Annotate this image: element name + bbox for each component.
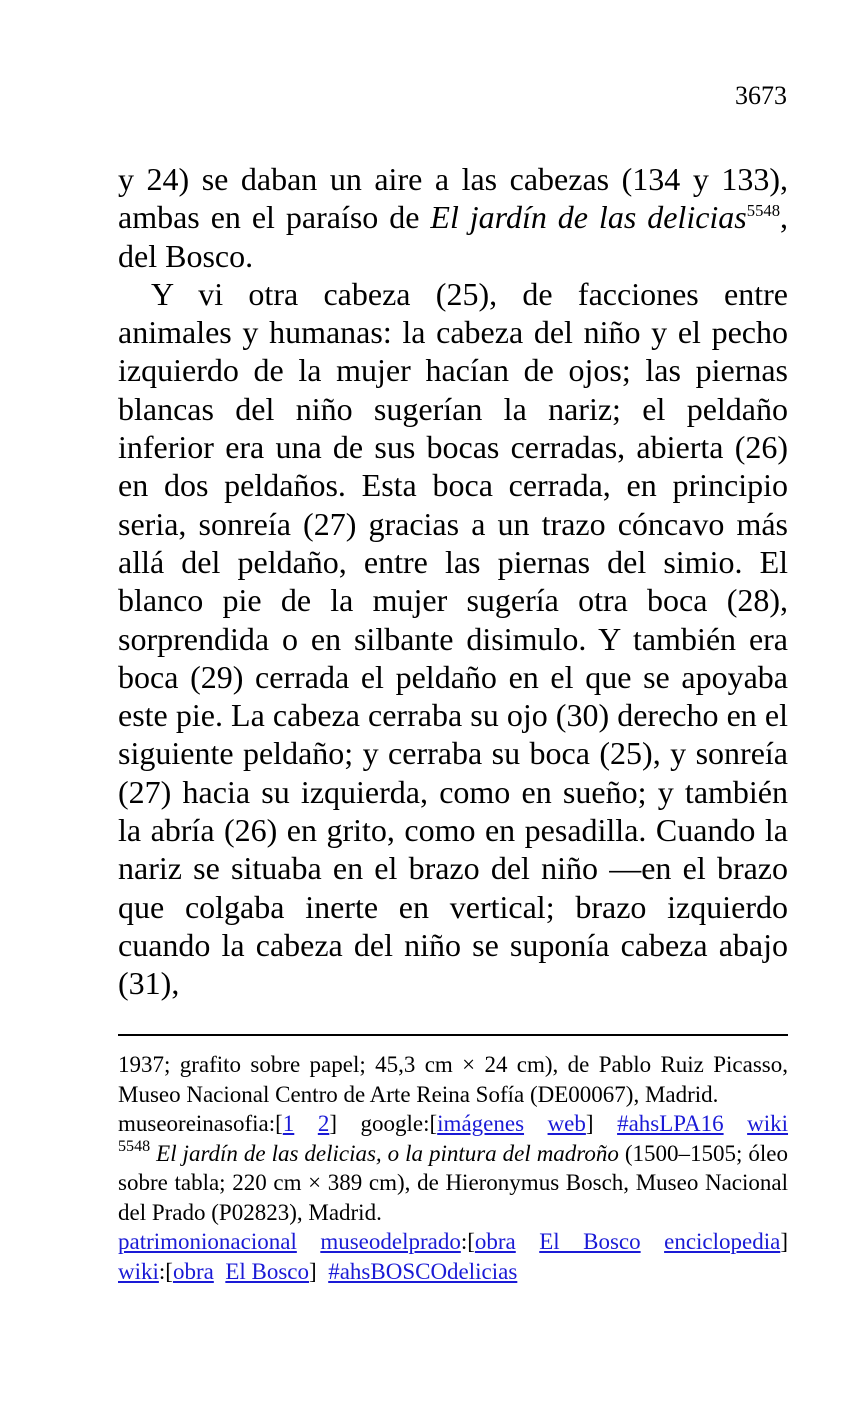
obra-link[interactable]: obra <box>474 1229 516 1254</box>
footnote-5548-links-2 <box>118 1257 788 1287</box>
bracket-close: ] <box>309 1258 317 1284</box>
footnote-separator <box>118 1034 788 1036</box>
patrimonionacional-link[interactable]: patrimonionacional <box>118 1229 297 1254</box>
footnote-reference[interactable]: 5548 <box>746 200 781 220</box>
enciclopedia-link[interactable]: enciclopedia <box>664 1229 781 1254</box>
wiki-el-bosco-link[interactable]: El Bosco <box>225 1258 310 1284</box>
museoreinasofia-link-1[interactable]: 1 <box>282 1111 295 1136</box>
museoreinasofia-link-2[interactable]: 2 <box>317 1111 330 1136</box>
hashtag-link[interactable]: #ahsBOSCOdelicias <box>328 1258 518 1284</box>
footnote-number: 5548 <box>118 1137 151 1155</box>
footnote-artwork-title: El jardín de las delicias, o la pintura del madroño <box>156 1140 619 1166</box>
bracket-open: :[ <box>460 1229 475 1254</box>
footnote-5548 <box>118 1139 788 1228</box>
google-label: google:[ <box>360 1111 438 1136</box>
google-web-link[interactable]: web <box>547 1111 586 1136</box>
bracket-close: ] <box>329 1111 337 1136</box>
wiki-link[interactable]: wiki <box>118 1258 159 1284</box>
hashtag-link[interactable]: #ahsLPA16 <box>617 1111 724 1136</box>
paragraph-1 <box>118 160 788 275</box>
bracket-close: ] <box>780 1229 788 1254</box>
google-images-link[interactable]: imágenes <box>437 1111 525 1136</box>
wiki-obra-link[interactable]: obra <box>172 1258 214 1284</box>
footnote-continuation: 1937; grafito sobre papel; 45,3 cm × 24 cm), de Pablo Ruiz Picasso, Museo Nacional Centro de Arte Reina Sofía (DE00067), Madrid. <box>118 1052 788 1107</box>
museoreinasofia-label: museoreinasofia:[ <box>118 1111 283 1136</box>
paragraph-1-end: , del Bosco. <box>118 199 789 274</box>
wiki-link[interactable]: wiki <box>747 1111 789 1136</box>
paragraph-2: Y vi otra cabeza (25), de facciones entre animales y humanas: la cabeza del niño y el pecho izquierdo de la mujer hacían de ojos; las piernas blancas del niño sugerían la nariz; el peldaño inferior era una de sus bocas cerradas, abierta (26) en dos peldaños. Esta boca cerrada, en principio seria, sonreía (27) gracias a un trazo cóncavo más allá del peldaño, entre las piernas del simio. El blanco pie de la mujer sugería otra boca (28), sorprendida o en silbante disimulo. Y también era boca (29) cerrada el peldaño en el que se apoyaba este pie. La cabeza cerraba su ojo (30) derecho en el siguiente peldaño; y cerraba su boca (25), y sonreía (27) hacia su izquierda, como en sueño; y también la abría (26) en grito, como en pesadilla. Cuando la nariz se situaba en el brazo del niño —en el brazo que colgaba inerte en vertical; brazo izquierdo cuando la cabeza del niño se suponía cabeza abajo (31), <box>118 275 788 1002</box>
museodelprado-link[interactable]: museodelprado <box>320 1229 461 1254</box>
footnote-continuation-links <box>118 1109 788 1139</box>
el-bosco-link[interactable]: El Bosco <box>539 1229 641 1254</box>
paragraph-1-text: y 24) se daban un aire a las cabezas (134 y 133), ambas en el paraíso de <box>118 161 788 236</box>
main-text <box>118 160 788 1003</box>
bracket-open: :[ <box>158 1258 173 1284</box>
footnotes <box>118 1050 788 1286</box>
bracket-close: ] <box>585 1111 594 1136</box>
page-number: 3673 <box>735 81 787 110</box>
artwork-title: El jardín de las delicias <box>430 199 747 236</box>
footnote-5548-links-1 <box>118 1227 788 1257</box>
footnote-text: (1500–1505; óleo sobre tabla; 220 cm × 389 cm), de Hieronymus Bosch, Museo Nacional del Prado (P02823), Madrid. <box>118 1140 788 1225</box>
